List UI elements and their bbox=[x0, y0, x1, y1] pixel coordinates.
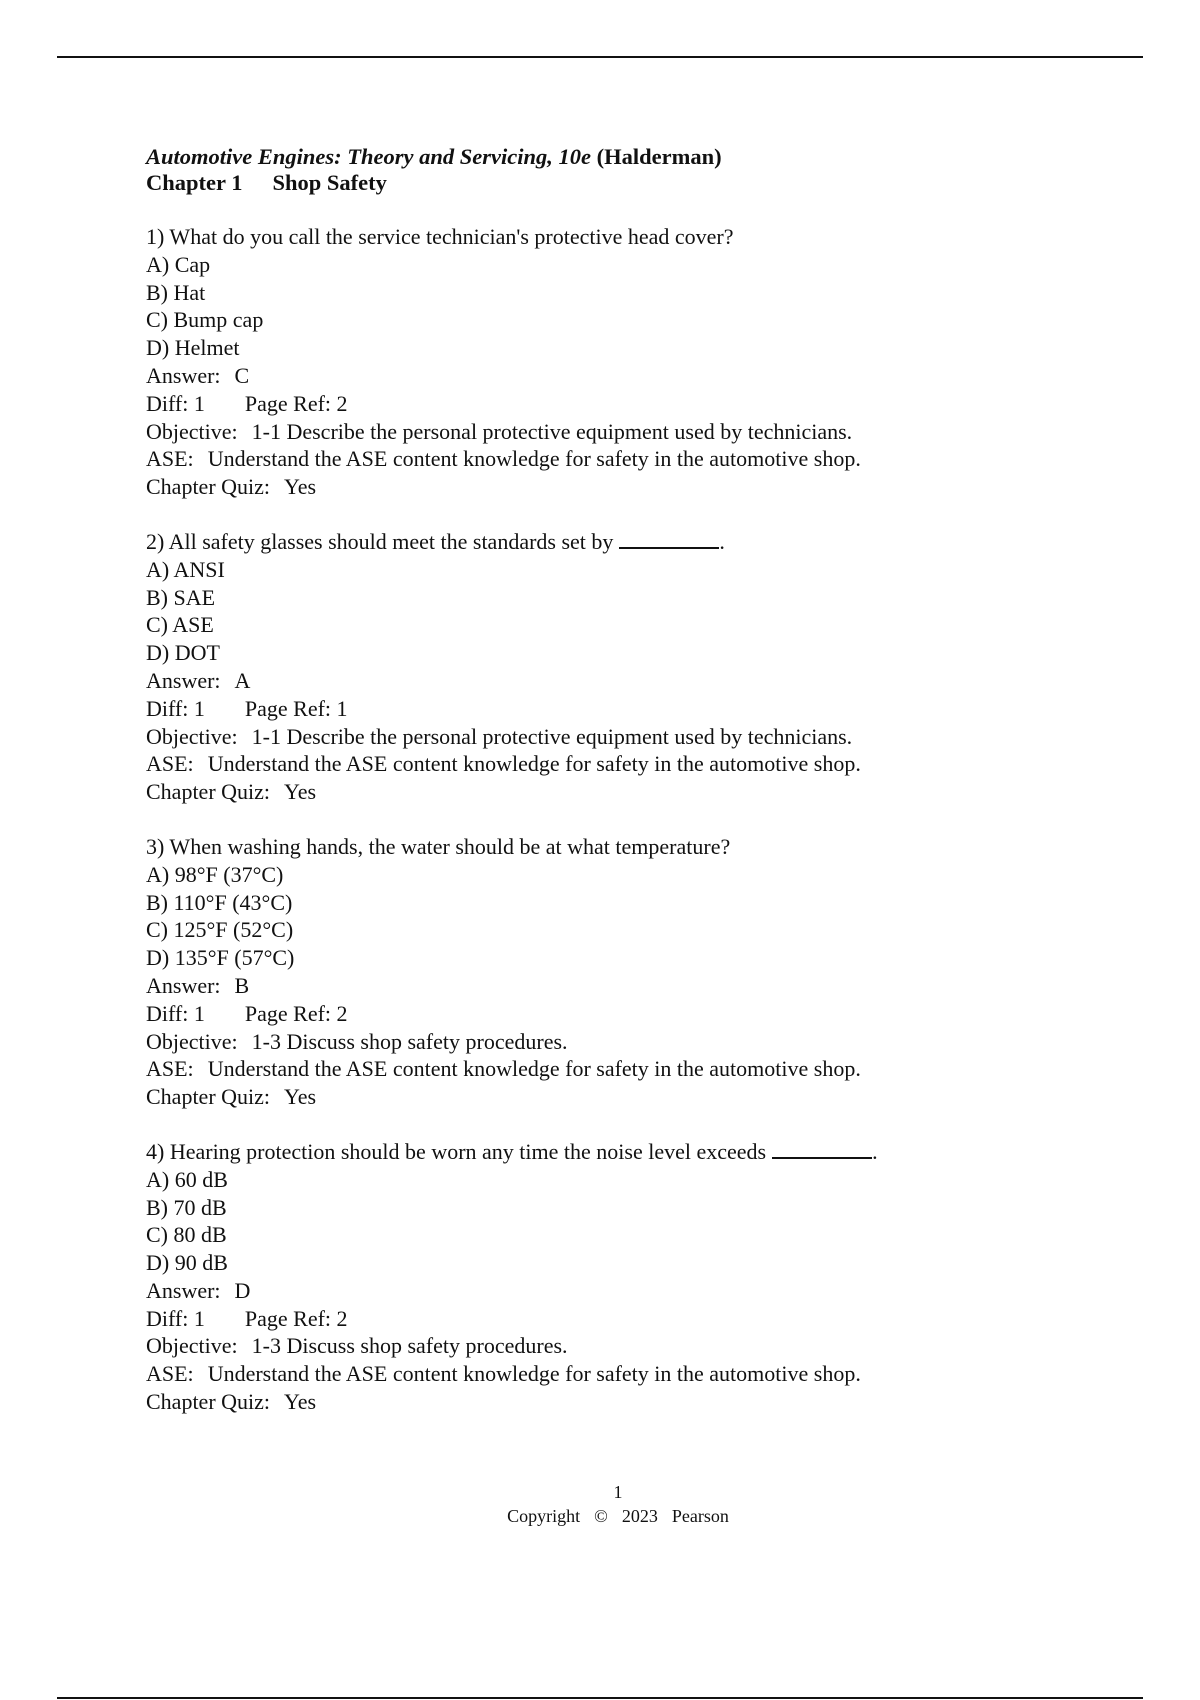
ase-label: ASE: bbox=[146, 751, 194, 777]
objective-line bbox=[146, 1028, 1086, 1056]
chapter-heading bbox=[146, 170, 1086, 196]
ase-text: Understand the ASE content knowledge for safety in the automotive shop. bbox=[207, 1056, 861, 1082]
difficulty: Diff: 1 bbox=[146, 1000, 205, 1026]
question-text: 2) All safety glasses should meet the standards set by bbox=[146, 528, 614, 554]
answer-value: A bbox=[234, 667, 251, 693]
answer-option bbox=[146, 1221, 1086, 1249]
option-text: C) ASE bbox=[146, 612, 214, 638]
option-text: D) DOT bbox=[146, 640, 220, 666]
ase-label: ASE: bbox=[146, 1361, 194, 1387]
answer-option bbox=[146, 1166, 1086, 1194]
objective-label: Objective: bbox=[146, 418, 238, 444]
option-text: D) Helmet bbox=[146, 335, 240, 361]
option-text: C) Bump cap bbox=[146, 307, 264, 333]
chapter-quiz-value: Yes bbox=[284, 779, 317, 805]
answer-option bbox=[146, 334, 1086, 362]
answer-line bbox=[146, 362, 1086, 390]
chapter-quiz-value: Yes bbox=[284, 1084, 317, 1110]
answer-option bbox=[146, 1249, 1086, 1277]
difficulty: Diff: 1 bbox=[146, 695, 205, 721]
question-stem bbox=[146, 833, 1086, 861]
option-text: A) Cap bbox=[146, 251, 211, 277]
answer-value: D bbox=[234, 1277, 251, 1303]
copyright-word: Copyright bbox=[507, 1506, 581, 1526]
question-text: 3) When washing hands, the water should be at what temperature? bbox=[146, 833, 731, 859]
book-header bbox=[146, 144, 1086, 170]
page-ref: Page Ref: 2 bbox=[244, 390, 348, 416]
difficulty-line bbox=[146, 1305, 1086, 1333]
question-stem-suffix: . bbox=[872, 1138, 878, 1164]
ase-label: ASE: bbox=[146, 1056, 194, 1082]
bottom-rule bbox=[57, 1697, 1143, 1699]
objective-line bbox=[146, 418, 1086, 446]
answer-option bbox=[146, 279, 1086, 307]
chapter-label: Chapter 1 bbox=[146, 170, 243, 195]
answer-line bbox=[146, 667, 1086, 695]
page-ref: Page Ref: 2 bbox=[244, 1305, 348, 1331]
option-text: D) 90 dB bbox=[146, 1250, 228, 1276]
page-ref: Page Ref: 2 bbox=[244, 1000, 348, 1026]
objective-text: 1-1 Describe the personal protective equipment used by technicians. bbox=[251, 723, 853, 749]
objective-text: 1-3 Discuss shop safety procedures. bbox=[251, 1333, 568, 1359]
top-rule bbox=[57, 56, 1143, 58]
option-text: A) 98°F (37°C) bbox=[146, 861, 284, 887]
answer-label: Answer: bbox=[146, 1277, 221, 1303]
chapter-quiz-line bbox=[146, 778, 1086, 806]
question-block bbox=[146, 1138, 1086, 1416]
answer-option bbox=[146, 251, 1086, 279]
chapter-title: Shop Safety bbox=[272, 170, 387, 195]
chapter-quiz-line bbox=[146, 1083, 1086, 1111]
chapter-quiz-value: Yes bbox=[284, 474, 317, 500]
answer-value: B bbox=[234, 972, 250, 998]
chapter-quiz-label: Chapter Quiz: bbox=[146, 1084, 271, 1110]
document-body bbox=[146, 144, 1086, 1416]
difficulty-line bbox=[146, 1000, 1086, 1028]
option-text: C) 80 dB bbox=[146, 1222, 227, 1248]
answer-option bbox=[146, 611, 1086, 639]
copyright-line bbox=[0, 1504, 1200, 1528]
answer-label: Answer: bbox=[146, 362, 221, 388]
option-text: A) 60 dB bbox=[146, 1166, 228, 1192]
question-text: 1) What do you call the service technician's protective head cover? bbox=[146, 224, 734, 249]
difficulty: Diff: 1 bbox=[146, 390, 205, 416]
answer-option bbox=[146, 944, 1086, 972]
book-author: (Halderman) bbox=[596, 144, 722, 169]
objective-label: Objective: bbox=[146, 723, 238, 749]
answer-option bbox=[146, 861, 1086, 889]
question-list bbox=[146, 223, 1086, 1416]
answer-option bbox=[146, 556, 1086, 584]
option-text: B) 110°F (43°C) bbox=[146, 889, 293, 915]
chapter-quiz-line bbox=[146, 473, 1086, 501]
question-block bbox=[146, 528, 1086, 806]
ase-text: Understand the ASE content knowledge for safety in the automotive shop. bbox=[207, 1361, 861, 1387]
chapter-quiz-label: Chapter Quiz: bbox=[146, 474, 271, 500]
option-text: C) 125°F (52°C) bbox=[146, 917, 294, 943]
question-block bbox=[146, 833, 1086, 1111]
difficulty-line bbox=[146, 695, 1086, 723]
option-text: A) ANSI bbox=[146, 556, 225, 582]
answer-blank bbox=[619, 529, 719, 549]
objective-label: Objective: bbox=[146, 1028, 238, 1054]
option-text: B) Hat bbox=[146, 279, 206, 305]
ase-text: Understand the ASE content knowledge for safety in the automotive shop. bbox=[207, 751, 861, 777]
ase-line bbox=[146, 445, 1086, 473]
answer-line bbox=[146, 1277, 1086, 1305]
answer-value: C bbox=[234, 362, 250, 388]
answer-option bbox=[146, 1194, 1086, 1222]
question-text: 4) Hearing protection should be worn any time the noise level exceeds bbox=[146, 1138, 767, 1164]
answer-blank bbox=[772, 1139, 872, 1159]
question-block bbox=[146, 223, 1086, 501]
copyright-symbol: © bbox=[594, 1506, 608, 1526]
answer-option bbox=[146, 639, 1086, 667]
chapter-quiz-value: Yes bbox=[284, 1389, 317, 1415]
ase-line bbox=[146, 1360, 1086, 1388]
objective-label: Objective: bbox=[146, 1333, 238, 1359]
answer-option bbox=[146, 916, 1086, 944]
answer-label: Answer: bbox=[146, 972, 221, 998]
copyright-year: 2023 bbox=[621, 1506, 658, 1526]
chapter-quiz-label: Chapter Quiz: bbox=[146, 779, 271, 805]
page-number: 1 bbox=[613, 1482, 623, 1502]
question-stem-suffix: . bbox=[719, 528, 725, 554]
answer-option bbox=[146, 584, 1086, 612]
chapter-quiz-line bbox=[146, 1388, 1086, 1416]
ase-line bbox=[146, 750, 1086, 778]
ase-line bbox=[146, 1055, 1086, 1083]
option-text: B) 70 dB bbox=[146, 1194, 227, 1220]
question-stem bbox=[146, 223, 1086, 251]
option-text: B) SAE bbox=[146, 584, 216, 610]
chapter-quiz-label: Chapter Quiz: bbox=[146, 1389, 271, 1415]
objective-line bbox=[146, 1332, 1086, 1360]
objective-text: 1-3 Discuss shop safety procedures. bbox=[251, 1028, 568, 1054]
publisher-name: Pearson bbox=[671, 1506, 729, 1526]
answer-label: Answer: bbox=[146, 667, 221, 693]
difficulty: Diff: 1 bbox=[146, 1305, 205, 1331]
question-stem bbox=[146, 528, 1086, 556]
answer-option bbox=[146, 306, 1086, 334]
objective-line bbox=[146, 723, 1086, 751]
difficulty-line bbox=[146, 390, 1086, 418]
page-ref: Page Ref: 1 bbox=[244, 695, 348, 721]
ase-text: Understand the ASE content knowledge for safety in the automotive shop. bbox=[207, 446, 861, 472]
ase-label: ASE: bbox=[146, 446, 194, 472]
book-title: Automotive Engines: Theory and Servicing, 10e bbox=[146, 144, 592, 169]
answer-option bbox=[146, 889, 1086, 917]
objective-text: 1-1 Describe the personal protective equipment used by technicians. bbox=[251, 418, 853, 444]
option-text: D) 135°F (57°C) bbox=[146, 945, 295, 971]
question-stem bbox=[146, 1138, 1086, 1166]
answer-line bbox=[146, 972, 1086, 1000]
